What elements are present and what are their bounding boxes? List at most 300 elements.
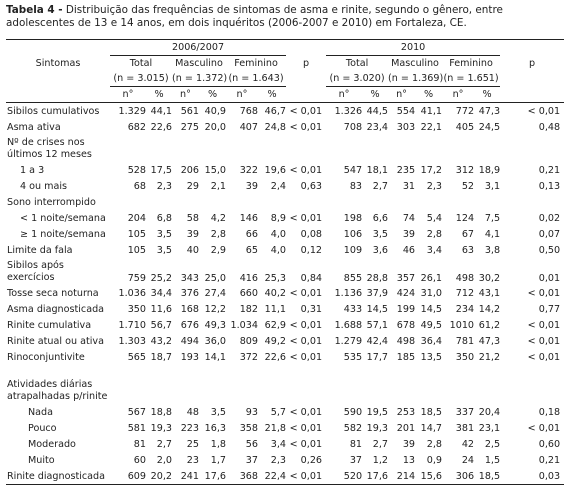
table-cell: 2,7 (156, 438, 172, 450)
table-row (6, 452, 564, 468)
row-label: Sibilos cumulativos (7, 105, 100, 117)
table-cell: 23,1 (478, 422, 501, 434)
table-cell: 109 (343, 244, 363, 256)
cell-p-value: 0,26 (300, 454, 323, 466)
table-cell: 56 (245, 438, 258, 450)
header-n-fem-1: (n = 1.643) (226, 71, 286, 87)
table-cell: 17,7 (366, 351, 389, 363)
cell-p-value: 0,02 (538, 212, 561, 224)
caption-text: Distribuição das frequências de sintomas de asma e rinite, segundo o gênero, entre adolescentes de 13 e 14 anos, em dois inquéritos (2006-2007 e 2010) em Fortaleza, CE. (6, 4, 503, 29)
table-cell (199, 135, 226, 162)
table-cell: 2,3 (156, 180, 172, 192)
table-cell: 18,5 (474, 468, 500, 485)
table-cell: 372 (239, 351, 258, 363)
table-cell: 3,4 (426, 244, 443, 256)
cell-p-value: < 0,01 (527, 319, 561, 331)
table-cell: 198 (343, 212, 363, 224)
table-cell: 182 (239, 303, 258, 315)
cell-p-value: 0,01 (538, 273, 561, 284)
table-cell: 49,3 (204, 319, 226, 331)
table-row (6, 365, 564, 404)
cell-p-value: 0,12 (300, 244, 323, 256)
table-cell: 28,8 (366, 273, 389, 284)
cell-p-value: < 0,01 (286, 468, 326, 485)
table-row (6, 178, 564, 194)
table-cell: 14,2 (478, 303, 501, 315)
cell-p-value (500, 194, 564, 210)
table-cell: 49,2 (264, 335, 287, 347)
table-cell: 204 (127, 212, 146, 224)
table-cell: 4,2 (210, 212, 226, 224)
table-cell: 13,5 (420, 351, 443, 363)
table-cell: 376 (180, 287, 199, 299)
table-cell: 8,9 (270, 212, 287, 224)
table-cell: 14,7 (420, 422, 443, 434)
table-cell: 433 (343, 303, 363, 315)
table-cell: 26,1 (420, 273, 443, 284)
table-cell (388, 135, 415, 162)
table-cell: 4,0 (270, 244, 287, 256)
row-label: Atividades diárias atrapalhadas p/rinite (7, 379, 108, 402)
cell-p-value: < 0,01 (527, 287, 561, 299)
cell-p-value: < 0,01 (289, 351, 323, 363)
table-cell: 52 (461, 180, 475, 192)
table-cell: 6,8 (156, 212, 172, 224)
table-cell: 582 (343, 422, 363, 434)
table-cell (326, 194, 362, 210)
cell-p-value (286, 194, 326, 210)
table-cell: 1,7 (210, 454, 226, 466)
table-cell (258, 365, 286, 404)
table-cell: 24 (461, 454, 475, 466)
table-cell: 39 (402, 438, 416, 450)
row-label: Rinite atual ou ativa (7, 335, 104, 347)
cell-p-value: < 0,01 (289, 164, 323, 176)
cell-p-value: < 0,01 (289, 212, 323, 224)
table-cell: 528 (127, 164, 146, 176)
cell-p-value: < 0,01 (289, 422, 323, 434)
table-cell: 27,4 (204, 287, 226, 299)
row-label: Moderado (28, 438, 76, 450)
table-cell: 5,4 (426, 212, 443, 224)
cell-p-value: < 0,01 (289, 105, 323, 117)
table-cell: 65 (245, 244, 258, 256)
table-cell: 2,7 (372, 438, 389, 450)
table-cell: 561 (180, 105, 199, 117)
header-p-2: p (500, 40, 564, 87)
header-fem-2: Feminino (449, 58, 493, 69)
cell-p-value: < 0,01 (289, 406, 323, 418)
table-cell: 48 (186, 406, 199, 418)
table-cell: 1,2 (372, 454, 389, 466)
cell-p-value: < 0,01 (289, 335, 323, 347)
col-n: n° (442, 87, 474, 103)
table-cell: 682 (127, 121, 146, 133)
table-cell: 25 (186, 438, 199, 450)
table-cell: 24,8 (264, 121, 287, 133)
table-cell: 25,0 (204, 273, 226, 284)
table-cell: 405 (455, 121, 475, 133)
table-cell: 206 (180, 164, 199, 176)
table-cell: 0,9 (426, 454, 443, 466)
table-cell: 214 (388, 468, 415, 485)
row-label: Nada (28, 406, 54, 418)
table-cell: 350 (127, 303, 146, 315)
table-cell: 22,6 (264, 351, 287, 363)
table-cell: 1.710 (118, 319, 146, 331)
table-cell (362, 135, 388, 162)
table-cell: 494 (180, 335, 199, 347)
header-blank (286, 87, 326, 103)
table-cell: 39 (245, 180, 258, 192)
table-cell: 660 (239, 287, 258, 299)
table-cell: 3,8 (484, 244, 501, 256)
col-n: n° (110, 87, 146, 103)
table-cell: 855 (343, 273, 363, 284)
table-cell: 44,5 (366, 105, 389, 117)
cell-p-value: 0,50 (538, 244, 561, 256)
table-cell: 57,1 (366, 319, 389, 331)
table-cell: 63 (461, 244, 475, 256)
col-n: n° (226, 87, 258, 103)
header-period-2010: 2010 (326, 40, 500, 56)
table-cell: 36,0 (204, 335, 226, 347)
table-cell: 14,1 (204, 351, 226, 363)
table-cell: 168 (180, 303, 199, 315)
table-cell: 60 (133, 454, 146, 466)
table-cell (474, 135, 500, 162)
table-cell: 30,2 (478, 273, 501, 284)
cell-p-value: < 0,01 (527, 422, 561, 434)
table-cell: 416 (239, 273, 258, 284)
cell-p-value: 0,13 (538, 180, 561, 192)
table-cell: 22,1 (420, 121, 443, 133)
table-cell: 37 (349, 454, 363, 466)
cell-p-value: < 0,01 (289, 121, 323, 133)
table-cell: 83 (349, 180, 363, 192)
table-cell: 106 (343, 228, 363, 240)
table-cell (442, 365, 474, 404)
table-cell: 3,4 (270, 438, 287, 450)
table-cell: 1010 (449, 319, 475, 331)
col-pct: % (199, 87, 226, 103)
table-cell: 25,2 (150, 273, 172, 284)
table-row (6, 468, 564, 485)
table-cell (226, 194, 258, 210)
header-total-1: Total (129, 58, 153, 69)
row-label: 4 ou mais (20, 180, 68, 192)
table-row (6, 210, 564, 226)
table-cell: 201 (396, 422, 416, 434)
table-cell (146, 135, 172, 162)
table-cell: 36,4 (420, 335, 443, 347)
table-cell (362, 194, 388, 210)
header-masc-1: Masculino (175, 58, 223, 69)
table-cell: 567 (127, 406, 146, 418)
table-cell (226, 365, 258, 404)
cell-p-value: 0,21 (538, 454, 561, 466)
table-cell: 678 (396, 319, 416, 331)
table-cell: 407 (239, 121, 258, 133)
table-cell (199, 365, 226, 404)
table-cell: 1,5 (484, 454, 501, 466)
table-cell: 708 (343, 121, 363, 133)
row-label: Muito (28, 454, 55, 466)
cell-p-value: < 0,01 (527, 105, 561, 117)
table-cell: 3,1 (484, 180, 501, 192)
table-cell: 1.136 (334, 287, 363, 299)
table-row (6, 317, 564, 333)
table-cell: 234 (455, 303, 475, 315)
col-pct: % (362, 87, 388, 103)
table-cell: 3,5 (210, 406, 226, 418)
header-sintomas: Sintomas (6, 40, 110, 87)
table-cell: 312 (455, 164, 475, 176)
table-cell: 547 (343, 164, 363, 176)
table-cell: 381 (455, 422, 475, 434)
table-cell: 554 (396, 105, 416, 117)
table-row (6, 194, 564, 210)
table-cell: 759 (127, 273, 146, 284)
table-cell: 14,5 (420, 303, 443, 315)
table-cell (415, 194, 442, 210)
table-cell (110, 194, 146, 210)
table-cell: 7,5 (484, 212, 501, 224)
table-cell: 47,3 (478, 335, 501, 347)
row-label: 1 a 3 (20, 164, 45, 176)
table-cell: 105 (127, 228, 146, 240)
cell-p-value (286, 365, 326, 404)
cell-p-value (500, 365, 564, 404)
table-cell (326, 135, 362, 162)
table-cell (172, 135, 199, 162)
table-cell: 11,1 (264, 303, 287, 315)
table-cell: 2,4 (270, 180, 287, 192)
table-cell: 590 (343, 406, 363, 418)
table-cell: 40 (186, 244, 199, 256)
table-cell: 40,2 (264, 287, 287, 299)
table-cell (442, 194, 474, 210)
table-cell: 565 (127, 351, 146, 363)
symptoms-table (6, 39, 564, 485)
header-n-fem-2: (n = 1.651) (442, 71, 500, 87)
table-cell: 5,7 (270, 406, 287, 418)
table-row (6, 242, 564, 258)
table-cell (415, 365, 442, 404)
table-row (6, 258, 564, 285)
cell-p-value: 0,03 (500, 468, 564, 485)
header-n-total-2: (n = 3.020) (326, 71, 388, 87)
table-row (6, 119, 564, 135)
header-masc-2: Masculino (391, 58, 439, 69)
col-pct: % (146, 87, 172, 103)
table-cell (388, 194, 415, 210)
table-cell: 2,8 (210, 228, 226, 240)
table-cell: 81 (133, 438, 146, 450)
table-cell: 712 (455, 287, 475, 299)
table-row (6, 226, 564, 242)
table-cell (146, 194, 172, 210)
table-cell: 1,8 (210, 438, 226, 450)
table-cell: 24,5 (478, 121, 501, 133)
table-cell: 2,8 (426, 228, 443, 240)
table-cell: 1.326 (334, 105, 363, 117)
table-cell (474, 194, 500, 210)
table-cell: 14,5 (366, 303, 389, 315)
table-cell: 358 (239, 422, 258, 434)
table-cell: 303 (396, 121, 416, 133)
cell-p-value: 0,63 (300, 180, 323, 192)
table-cell (110, 365, 146, 404)
col-n: n° (326, 87, 362, 103)
table-cell: 3,5 (156, 244, 172, 256)
table-cell: 1.329 (118, 105, 146, 117)
table-cell (474, 365, 500, 404)
row-label: Rinoconjuntivite (7, 351, 85, 363)
table-row (6, 285, 564, 301)
table-cell (362, 365, 388, 404)
table-cell: 22,6 (150, 121, 172, 133)
table-cell: 124 (455, 212, 475, 224)
table-cell: 17,6 (362, 468, 388, 485)
cell-p-value: 0,84 (300, 273, 323, 284)
table-cell: 37,9 (366, 287, 389, 299)
cell-p-value: < 0,01 (527, 351, 561, 363)
table-cell: 67 (461, 228, 475, 240)
table-cell: 21,2 (478, 351, 501, 363)
table-cell: 223 (180, 422, 199, 434)
table-cell: 368 (226, 468, 258, 485)
table-cell: 12,2 (204, 303, 226, 315)
table-cell: 39 (402, 228, 416, 240)
table-cell: 3,5 (156, 228, 172, 240)
table-row (6, 301, 564, 317)
header-n-masc-1: (n = 1.372) (172, 71, 226, 87)
table-cell: 535 (343, 351, 363, 363)
row-label: Limite da fala (7, 244, 73, 256)
table-cell (415, 135, 442, 162)
table-cell (258, 194, 286, 210)
table-cell: 49,5 (420, 319, 443, 331)
table-cell: 37 (245, 454, 258, 466)
table-cell: 22,4 (258, 468, 286, 485)
table-row (6, 103, 564, 120)
table-cell: 781 (455, 335, 475, 347)
table-cell: 62,9 (264, 319, 287, 331)
table-cell (226, 135, 258, 162)
table-cell: 4,0 (270, 228, 287, 240)
table-row (6, 420, 564, 436)
header-n-total-1: (n = 3.015) (110, 71, 172, 87)
table-row (6, 349, 564, 365)
cell-p-value: < 0,01 (527, 335, 561, 347)
row-label: Tosse seca noturna (7, 287, 99, 299)
table-cell: 343 (180, 273, 199, 284)
table-cell: 16,3 (204, 422, 226, 434)
row-label: Asma diagnosticada (7, 303, 105, 315)
table-cell (326, 365, 362, 404)
table-cell: 2,0 (156, 454, 172, 466)
table-cell: 18,9 (478, 164, 501, 176)
table-cell: 357 (396, 273, 416, 284)
row-label: < 1 noite/semana (20, 212, 106, 224)
table-cell: 424 (396, 287, 416, 299)
table-cell (172, 194, 199, 210)
table-row (6, 436, 564, 452)
table-cell: 93 (245, 406, 258, 418)
cell-p-value: 0,08 (300, 228, 323, 240)
table-cell: 2,7 (372, 180, 389, 192)
row-label: Pouco (28, 422, 57, 434)
table-cell: 17,2 (420, 164, 443, 176)
table-cell: 253 (396, 406, 416, 418)
table-cell: 40,9 (204, 105, 226, 117)
table-cell: 520 (326, 468, 362, 485)
row-label: Asma ativa (7, 121, 61, 133)
header-blank (6, 87, 110, 103)
table-cell: 23 (186, 454, 199, 466)
table-cell: 105 (127, 244, 146, 256)
table-cell: 25,3 (264, 273, 287, 284)
table-cell: 2,9 (210, 244, 226, 256)
header-blank (500, 87, 564, 103)
table-cell: 20,2 (146, 468, 172, 485)
table-cell: 609 (110, 468, 146, 485)
table-cell: 322 (239, 164, 258, 176)
table-cell: 275 (180, 121, 199, 133)
col-n: n° (388, 87, 415, 103)
table-cell: 3,6 (372, 244, 389, 256)
table-cell: 20,4 (478, 406, 501, 418)
table-cell: 15,0 (204, 164, 226, 176)
header-period-2006: 2006/2007 (110, 40, 286, 56)
table-cell: 44,1 (150, 105, 172, 117)
table-cell: 498 (396, 335, 416, 347)
table-cell (388, 365, 415, 404)
header-p-1: p (286, 40, 326, 87)
table-cell: 2,3 (270, 454, 287, 466)
cell-p-value: 0,48 (538, 121, 561, 133)
table-cell (442, 135, 474, 162)
cell-p-value: 0,77 (538, 303, 561, 315)
table-cell: 42,4 (366, 335, 389, 347)
table-cell: 61,2 (478, 319, 501, 331)
table-cell: 18,8 (150, 406, 172, 418)
table-cell: 18,7 (150, 351, 172, 363)
table-cell: 21,8 (264, 422, 287, 434)
table-cell: 74 (402, 212, 416, 224)
row-label: Sono interrompido (7, 196, 96, 208)
col-n: n° (172, 87, 199, 103)
row-label: Rinite diagnosticada (6, 468, 110, 485)
table-cell: 235 (396, 164, 416, 176)
row-label: ≥ 1 noite/semana (20, 228, 106, 240)
table-cell: 498 (455, 273, 475, 284)
table-cell: 199 (396, 303, 416, 315)
table-cell: 31 (402, 180, 416, 192)
table-row (6, 404, 564, 420)
table-cell: 1.279 (334, 335, 363, 347)
table-cell: 768 (239, 105, 258, 117)
table-cell (258, 135, 286, 162)
table-cell: 20,0 (204, 121, 226, 133)
table-cell: 3,5 (372, 228, 389, 240)
col-pct: % (474, 87, 500, 103)
table-cell: 13 (402, 454, 416, 466)
table-cell: 34,4 (150, 287, 172, 299)
table-cell: 18,5 (420, 406, 443, 418)
table-cell: 19,6 (264, 164, 287, 176)
